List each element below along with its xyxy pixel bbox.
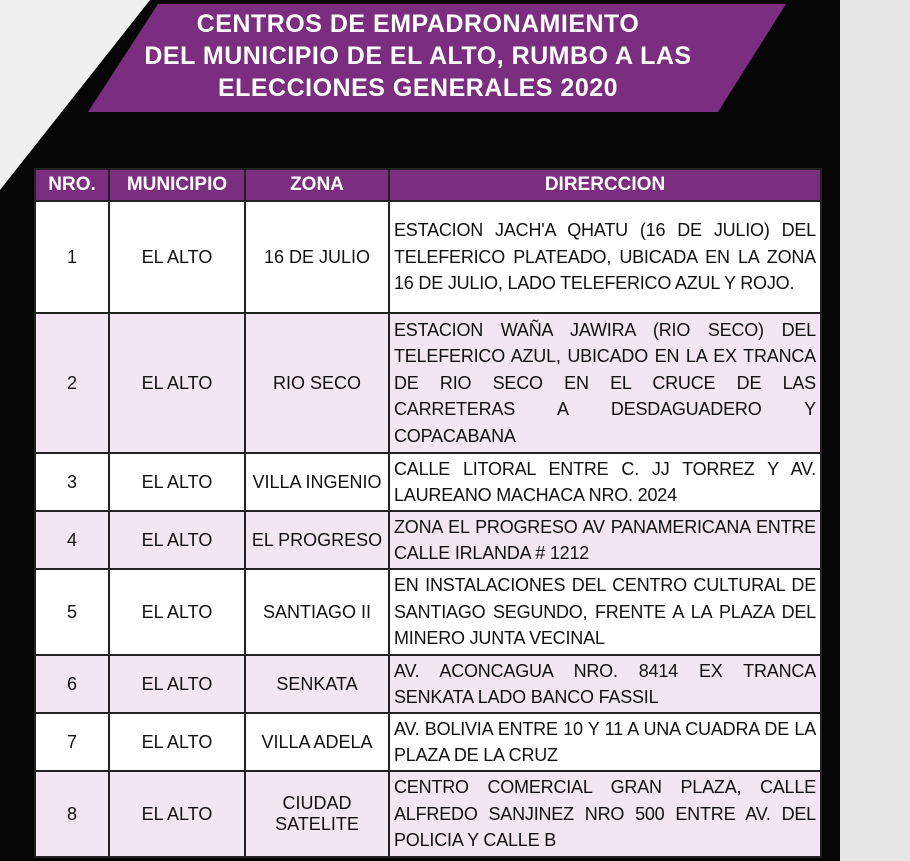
cell-zona: EL PROGRESO <box>245 511 389 569</box>
table-row <box>35 569 821 655</box>
cell-zona: SANTIAGO II <box>245 569 389 655</box>
cell-zona: 16 DE JULIO <box>245 201 389 313</box>
cell-nro: 3 <box>35 453 109 511</box>
table-row <box>35 771 821 857</box>
cell-municipio: EL ALTO <box>109 771 245 857</box>
table-header-row <box>35 169 821 201</box>
header-direccion: DIRERCCION <box>389 169 821 201</box>
cell-municipio: EL ALTO <box>109 511 245 569</box>
table-row <box>35 713 821 771</box>
cell-zona: SENKATA <box>245 655 389 713</box>
cell-municipio: EL ALTO <box>109 201 245 313</box>
title-line-1: CENTROS DE EMPADRONAMIENTO <box>196 10 640 38</box>
registration-centers-table <box>34 168 822 858</box>
cell-direccion: ZONA EL PROGRESO AV PANAMERICANA ENTRE CALLE IRLANDA # 1212 <box>389 511 821 569</box>
right-edge-strip <box>840 0 910 861</box>
table-row <box>35 511 821 569</box>
table-row <box>35 453 821 511</box>
cell-municipio: EL ALTO <box>109 655 245 713</box>
header-municipio: MUNICIPIO <box>109 169 245 201</box>
cell-direccion: ESTACION WAÑA JAWIRA (RIO SECO) DEL TELEFERICO AZUL, UBICADO EN LA EX TRANCA DE RIO SECO EN EL CRUCE DE LAS CARRETERAS A DESDAGUADERO Y COPACABANA <box>389 313 821 453</box>
table-row <box>35 201 821 313</box>
cell-direccion: EN INSTALACIONES DEL CENTRO CULTURAL DE SANTIAGO SEGUNDO, FRENTE A LA PLAZA DEL MINERO JUNTA VECINAL <box>389 569 821 655</box>
cell-direccion: CENTRO COMERCIAL GRAN PLAZA, CALLE ALFREDO SANJINEZ NRO 500 ENTRE AV. DEL POLICIA Y CALLE B <box>389 771 821 857</box>
title-line-3: ELECCIONES GENERALES 2020 <box>217 74 619 102</box>
title-line-2: DEL MUNICIPIO DE EL ALTO, RUMBO A LAS <box>144 42 692 70</box>
header-nro: NRO. <box>35 169 109 201</box>
table-row <box>35 655 821 713</box>
cell-nro: 4 <box>35 511 109 569</box>
cell-direccion: AV. BOLIVIA ENTRE 10 Y 11 A UNA CUADRA DE LA PLAZA DE LA CRUZ <box>389 713 821 771</box>
cell-municipio: EL ALTO <box>109 313 245 453</box>
cell-direccion: ESTACION JACH'A QHATU (16 DE JULIO) DEL TELEFERICO PLATEADO, UBICADA EN LA ZONA 16 DE JULIO, LADO TELEFERICO AZUL Y ROJO. <box>389 201 821 313</box>
header-zona: ZONA <box>245 169 389 201</box>
cell-direccion: AV. ACONCAGUA NRO. 8414 EX TRANCA SENKATA LADO BANCO FASSIL <box>389 655 821 713</box>
cell-municipio: EL ALTO <box>109 453 245 511</box>
cell-zona: CIUDAD SATELITE <box>245 771 389 857</box>
cell-nro: 2 <box>35 313 109 453</box>
table-row <box>35 313 821 453</box>
page-title <box>108 8 728 104</box>
cell-nro: 5 <box>35 569 109 655</box>
cell-direccion: CALLE LITORAL ENTRE C. JJ TORREZ Y AV. LAUREANO MACHACA NRO. 2024 <box>389 453 821 511</box>
cell-nro: 6 <box>35 655 109 713</box>
cell-nro: 1 <box>35 201 109 313</box>
cell-municipio: EL ALTO <box>109 713 245 771</box>
cell-zona: RIO SECO <box>245 313 389 453</box>
cell-municipio: EL ALTO <box>109 569 245 655</box>
cell-nro: 7 <box>35 713 109 771</box>
cell-zona: VILLA ADELA <box>245 713 389 771</box>
cell-zona: VILLA INGENIO <box>245 453 389 511</box>
cell-nro: 8 <box>35 771 109 857</box>
